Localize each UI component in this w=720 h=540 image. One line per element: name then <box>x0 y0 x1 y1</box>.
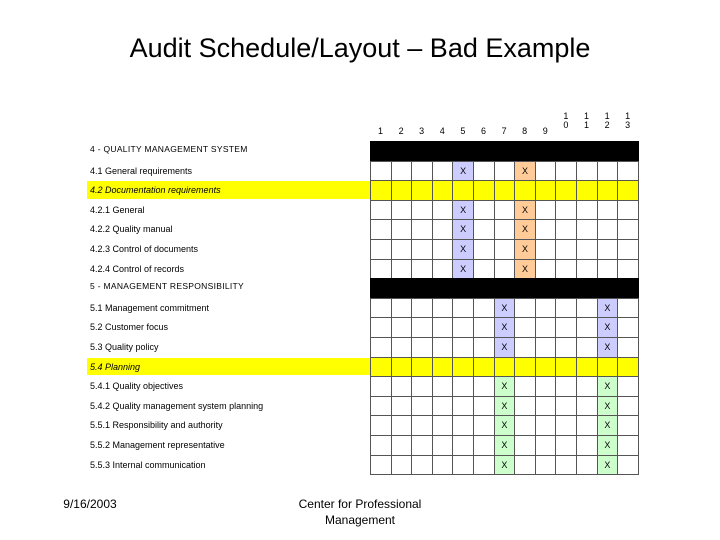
grid-cell <box>514 415 536 436</box>
grid-cell <box>555 435 577 456</box>
grid-cell <box>576 376 598 397</box>
page-title: Audit Schedule/Layout – Bad Example <box>129 33 591 63</box>
grid-cell <box>432 141 454 162</box>
grid-cell <box>432 200 454 221</box>
grid-cell <box>391 357 413 378</box>
grid-cell <box>473 317 495 338</box>
grid-cell <box>452 376 474 397</box>
grid-cell <box>473 376 495 397</box>
grid-cell <box>617 200 639 221</box>
grid-cell <box>391 337 413 358</box>
grid-cell <box>411 298 433 319</box>
grid-cell <box>473 435 495 456</box>
grid-cell <box>494 141 516 162</box>
grid-cell <box>432 396 454 417</box>
grid-cell <box>514 298 536 319</box>
column-header: 1 0 <box>563 111 569 130</box>
grid-cell <box>494 161 516 182</box>
column-header: 1 3 <box>625 111 631 130</box>
grid-cell <box>555 396 577 417</box>
schedule-mark: X <box>494 376 516 397</box>
grid-cell <box>617 259 639 280</box>
clause-label: 5.5.2 Management representative <box>90 440 225 450</box>
grid-cell <box>391 298 413 319</box>
grid-cell <box>391 415 413 436</box>
grid-cell <box>411 396 433 417</box>
grid-cell <box>555 455 577 476</box>
grid-cell <box>555 415 577 436</box>
grid-cell <box>432 455 454 476</box>
grid-cell <box>391 376 413 397</box>
grid-cell <box>576 455 598 476</box>
grid-cell <box>452 141 474 162</box>
column-header: 1 1 <box>583 111 589 130</box>
grid-cell <box>555 161 577 182</box>
grid-cell <box>391 278 413 299</box>
grid-cell <box>514 278 536 299</box>
grid-cell <box>473 200 495 221</box>
grid-cell <box>535 376 557 397</box>
grid-cell <box>411 219 433 240</box>
grid-cell <box>535 161 557 182</box>
grid-cell <box>432 337 454 358</box>
grid-cell <box>473 415 495 436</box>
grid-cell <box>555 317 577 338</box>
grid-cell <box>452 180 474 201</box>
grid-cell <box>411 337 433 358</box>
grid-cell <box>473 455 495 476</box>
grid-cell <box>576 200 598 221</box>
grid-cell <box>452 278 474 299</box>
column-header: 7 <box>501 126 507 136</box>
footer-date: 9/16/2003 <box>63 497 117 511</box>
grid-cell <box>514 455 536 476</box>
grid-cell <box>617 317 639 338</box>
grid-cell <box>411 317 433 338</box>
grid-cell <box>473 161 495 182</box>
clause-label: 5.3 Quality policy <box>90 342 159 352</box>
grid-cell <box>411 180 433 201</box>
grid-cell <box>432 435 454 456</box>
schedule-mark: X <box>494 455 516 476</box>
grid-cell <box>452 357 474 378</box>
schedule-mark: X <box>597 337 619 358</box>
grid-cell <box>535 435 557 456</box>
grid-cell <box>617 376 639 397</box>
schedule-mark: X <box>452 200 474 221</box>
grid-cell <box>411 415 433 436</box>
schedule-mark: X <box>452 239 474 260</box>
grid-cell <box>617 278 639 299</box>
grid-cell <box>535 415 557 436</box>
schedule-mark: X <box>494 415 516 436</box>
schedule-mark: X <box>597 376 619 397</box>
grid-cell <box>432 415 454 436</box>
grid-cell <box>535 141 557 162</box>
grid-cell <box>555 141 577 162</box>
grid-cell <box>411 200 433 221</box>
grid-cell <box>452 337 474 358</box>
grid-cell <box>473 180 495 201</box>
schedule-mark: X <box>597 298 619 319</box>
grid-cell <box>391 259 413 280</box>
grid-cell <box>597 259 619 280</box>
grid-cell <box>411 357 433 378</box>
grid-cell <box>576 317 598 338</box>
grid-cell <box>576 180 598 201</box>
subsection-heading: 4.2 Documentation requirements <box>90 185 221 196</box>
grid-cell <box>555 259 577 280</box>
grid-cell <box>555 298 577 319</box>
clause-label: 5.2 Customer focus <box>90 322 169 333</box>
schedule-mark: X <box>514 200 536 221</box>
grid-cell <box>391 180 413 201</box>
grid-cell <box>391 161 413 182</box>
grid-cell <box>391 219 413 240</box>
footer-organization: Center for Professional Management <box>298 497 422 527</box>
grid-cell <box>597 219 619 240</box>
grid-cell <box>494 259 516 280</box>
clause-label: 5.4.2 Quality management system planning <box>90 400 264 411</box>
grid-cell <box>555 337 577 358</box>
grid-cell <box>597 141 619 162</box>
column-header: 6 <box>480 126 486 136</box>
grid-cell <box>617 141 639 162</box>
grid-cell <box>617 337 639 358</box>
grid-cell <box>555 278 577 299</box>
schedule-mark: X <box>494 317 516 338</box>
grid-cell <box>535 219 557 240</box>
grid-cell <box>452 455 474 476</box>
grid-cell <box>555 219 577 240</box>
grid-cell <box>391 200 413 221</box>
clause-label: 4.2.3 Control of documents <box>90 244 199 254</box>
schedule-mark: X <box>494 435 516 456</box>
column-header: 4 <box>439 126 445 136</box>
grid-cell <box>473 278 495 299</box>
grid-cell <box>617 455 639 476</box>
column-header: 8 <box>522 126 528 136</box>
column-header: 9 <box>542 126 548 136</box>
grid-cell <box>411 278 433 299</box>
grid-cell <box>555 200 577 221</box>
grid-cell <box>576 415 598 436</box>
grid-cell <box>535 455 557 476</box>
grid-cell <box>494 357 516 378</box>
grid-cell <box>494 200 516 221</box>
grid-cell <box>597 278 619 299</box>
grid-cell <box>535 317 557 338</box>
column-header: 5 <box>460 126 466 136</box>
grid-cell <box>411 239 433 260</box>
grid-cell <box>555 376 577 397</box>
grid-cell <box>617 396 639 417</box>
grid-cell <box>391 396 413 417</box>
grid-cell <box>473 298 495 319</box>
grid-cell <box>535 337 557 358</box>
grid-cell <box>535 180 557 201</box>
grid-cell <box>597 161 619 182</box>
grid-cell <box>617 239 639 260</box>
grid-cell <box>411 161 433 182</box>
schedule-mark: X <box>514 259 536 280</box>
grid-cell <box>494 180 516 201</box>
clause-label: 5.5.3 Internal communication <box>90 459 206 470</box>
clause-label: 5.1 Management commitment <box>90 302 210 313</box>
grid-cell <box>391 141 413 162</box>
grid-cell <box>576 357 598 378</box>
grid-cell <box>473 219 495 240</box>
grid-cell <box>452 396 474 417</box>
grid-cell <box>617 219 639 240</box>
grid-cell <box>617 435 639 456</box>
grid-cell <box>514 435 536 456</box>
subsection-heading: 5.4 Planning <box>90 361 141 372</box>
grid-cell <box>473 259 495 280</box>
grid-cell <box>411 435 433 456</box>
grid-cell <box>391 435 413 456</box>
grid-cell <box>576 161 598 182</box>
schedule-mark: X <box>514 161 536 182</box>
grid-cell <box>391 455 413 476</box>
grid-cell <box>494 278 516 299</box>
grid-cell <box>597 239 619 260</box>
column-header: 1 <box>377 126 383 136</box>
grid-cell <box>555 239 577 260</box>
schedule-mark: X <box>597 415 619 436</box>
grid-cell <box>432 161 454 182</box>
grid-cell <box>617 357 639 378</box>
grid-cell <box>597 200 619 221</box>
grid-cell <box>514 337 536 358</box>
column-header: 3 <box>419 126 425 136</box>
grid-cell <box>391 317 413 338</box>
grid-cell <box>535 239 557 260</box>
grid-cell <box>411 376 433 397</box>
grid-cell <box>473 357 495 378</box>
grid-cell <box>576 141 598 162</box>
grid-cell <box>576 298 598 319</box>
grid-cell <box>535 259 557 280</box>
grid-cell <box>617 161 639 182</box>
grid-cell <box>576 337 598 358</box>
grid-cell <box>576 396 598 417</box>
grid-cell <box>535 278 557 299</box>
schedule-mark: X <box>514 239 536 260</box>
grid-cell <box>432 317 454 338</box>
clause-label: 4.1 General requirements <box>90 165 193 176</box>
grid-cell <box>432 259 454 280</box>
schedule-mark: X <box>597 435 619 456</box>
clause-label: 4.2.1 General <box>90 204 145 215</box>
clause-label: 4.2.4 Control of records <box>90 263 185 274</box>
grid-cell <box>432 376 454 397</box>
schedule-mark: X <box>452 161 474 182</box>
grid-cell <box>597 180 619 201</box>
grid-cell <box>473 239 495 260</box>
grid-cell <box>432 180 454 201</box>
column-header: 1 2 <box>604 111 610 130</box>
grid-cell <box>473 141 495 162</box>
grid-cell <box>452 415 474 436</box>
grid-cell <box>432 357 454 378</box>
grid-cell <box>555 357 577 378</box>
section-heading: 4 - QUALITY MANAGEMENT SYSTEM <box>90 144 248 154</box>
schedule-mark: X <box>597 317 619 338</box>
grid-cell <box>514 141 536 162</box>
clause-label: 5.4.1 Quality objectives <box>90 381 184 392</box>
grid-cell <box>432 278 454 299</box>
grid-cell <box>473 396 495 417</box>
clause-label: 5.5.1 Responsibility and authority <box>90 420 223 431</box>
grid-cell <box>617 180 639 201</box>
grid-cell <box>432 239 454 260</box>
grid-cell <box>452 298 474 319</box>
grid-cell <box>576 278 598 299</box>
grid-cell <box>411 141 433 162</box>
grid-cell <box>535 200 557 221</box>
grid-cell <box>411 259 433 280</box>
grid-cell <box>597 357 619 378</box>
grid-cell <box>576 239 598 260</box>
grid-cell <box>576 259 598 280</box>
grid-cell <box>576 435 598 456</box>
grid-cell <box>555 180 577 201</box>
schedule-mark: X <box>597 455 619 476</box>
schedule-mark: X <box>494 337 516 358</box>
clause-label: 4.2.2 Quality manual <box>90 224 173 235</box>
grid-cell <box>494 239 516 260</box>
grid-cell <box>535 298 557 319</box>
grid-cell <box>514 180 536 201</box>
schedule-mark: X <box>452 219 474 240</box>
schedule-mark: X <box>452 259 474 280</box>
grid-cell <box>617 415 639 436</box>
grid-cell <box>473 337 495 358</box>
grid-cell <box>514 317 536 338</box>
grid-cell <box>452 435 474 456</box>
schedule-mark: X <box>514 219 536 240</box>
grid-cell <box>514 376 536 397</box>
grid-cell <box>514 357 536 378</box>
section-heading: 5 - MANAGEMENT RESPONSIBILITY <box>90 281 245 292</box>
grid-cell <box>514 396 536 417</box>
grid-cell <box>617 298 639 319</box>
grid-cell <box>535 396 557 417</box>
schedule-mark: X <box>597 396 619 417</box>
grid-cell <box>535 357 557 378</box>
grid-cell <box>432 219 454 240</box>
grid-cell <box>576 219 598 240</box>
grid-cell <box>494 219 516 240</box>
column-header: 2 <box>398 126 404 136</box>
schedule-mark: X <box>494 396 516 417</box>
grid-cell <box>452 317 474 338</box>
grid-cell <box>391 239 413 260</box>
grid-cell <box>411 455 433 476</box>
grid-cell <box>432 298 454 319</box>
schedule-mark: X <box>494 298 516 319</box>
